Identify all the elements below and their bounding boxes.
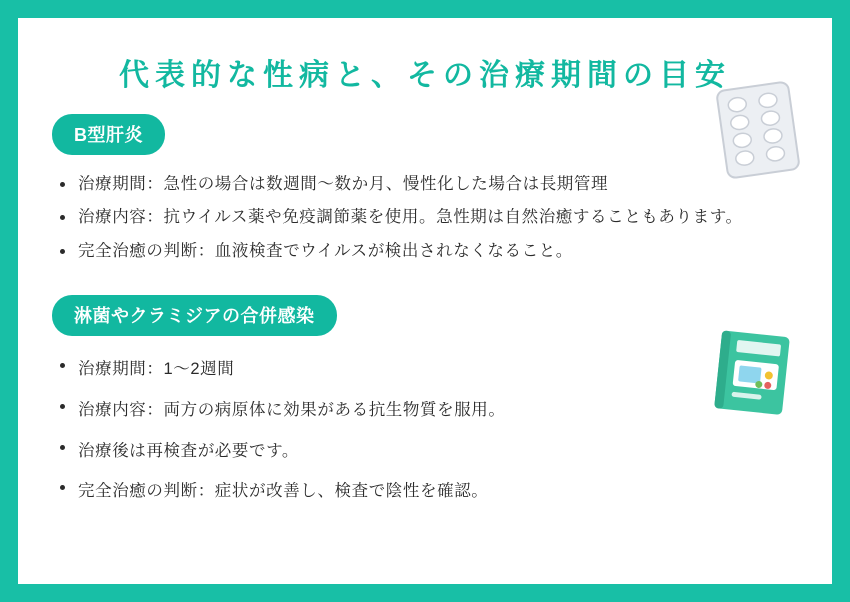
bullet-list [52,169,798,267]
list-item: 治療後は再検査が必要です。 [52,432,798,471]
list-item: 治療内容：両方の病原体に効果がある抗生物質を服用。 [52,391,798,430]
list-item: 治療期間：急性の場合は数週間〜数か月、慢性化した場合は長期管理 [52,169,798,200]
section-heading-badge: 淋菌やクラミジアの合併感染 [52,295,337,336]
list-item: 治療期間：1〜2週間 [52,350,798,389]
list-item: 治療内容：抗ウイルス薬や免疫調節薬を使用。急性期は自然治癒することもあります。 [52,202,798,233]
list-item: 完全治癒の判断：血液検査でウイルスが検出されなくなること。 [52,236,798,267]
list-item: 完全治癒の判断：症状が改善し、検査で陰性を確認。 [52,472,798,511]
slide-content [18,18,832,584]
pill-pack-illustration [714,79,802,181]
section-gonorrhea-chlamydia [18,295,832,511]
section-hepatitis-b [18,114,832,267]
bullet-list [52,350,798,511]
section-heading-badge: B型肝炎 [52,114,165,155]
page-title: 代表的な性病と、その治療期間の目安 [119,59,731,92]
